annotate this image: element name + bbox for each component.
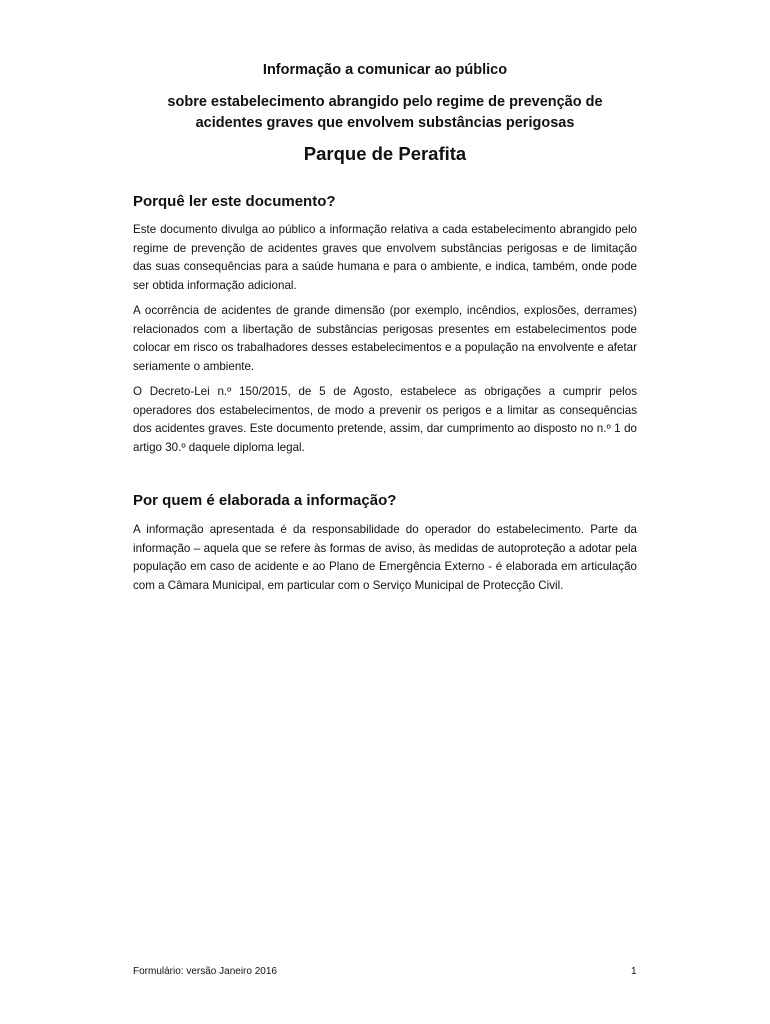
paragraph: A ocorrência de acidentes de grande dimensão (por exemplo, incêndios, explosões, derrames) relacionados com a libertação de substâncias perigosas presentes em estabelecimentos pode colocar em risco os trabalhadores desses estabelecimentos e a população na envolvente e afetar seriamente o ambiente. — [133, 304, 637, 374]
paragraph: A informação apresentada é da responsabilidade do operador do estabelecimento. Parte da informação – aquela que se refere às formas de aviso, às medidas de autoproteção a adotar pela população em caso de acidente e ao Plano de Emergência Externo - é elaborada em articulação com a Câmara Municipal, em particular com o Serviço Municipal de Protecção Civil. — [133, 523, 637, 593]
footer-page-number: 1 — [631, 966, 637, 977]
document-title: Informação a comunicar ao público — [262, 62, 508, 78]
paragraph: O Decreto-Lei n.º 150/2015, de 5 de Agosto, estabelece as obrigações a cumprir pelos operadores dos estabelecimentos, de modo a prevenir os perigos e a limitar as consequências dos acidentes graves. Este documento pretende, assim, dar cumprimento ao disposto no n.º 1 do artigo 30.º daquele diploma legal. — [133, 385, 637, 455]
section-heading-who-prepares: Por quem é elaborada a informação? — [133, 492, 397, 509]
paragraph: Este documento divulga ao público a informação relativa a cada estabelecimento abrangido pelo regime de prevenção de acidentes graves que envolvem substâncias perigosas e de limitação das suas consequências para a saúde humana e para o ambiente, e indica, também, onde pode ser obtida informação adicional. — [133, 223, 637, 293]
document-subtitle — [0, 92, 770, 134]
section-heading-why-read: Porquê ler este documento? — [133, 193, 336, 210]
subtitle-text: sobre estabelecimento abrangido pelo regime de prevenção de acidentes graves que envolvem substâncias perigosas — [167, 94, 603, 131]
site-name: Parque de Perafita — [303, 143, 467, 164]
footer-form-version: Formulário: versão Janeiro 2016 — [133, 966, 277, 977]
